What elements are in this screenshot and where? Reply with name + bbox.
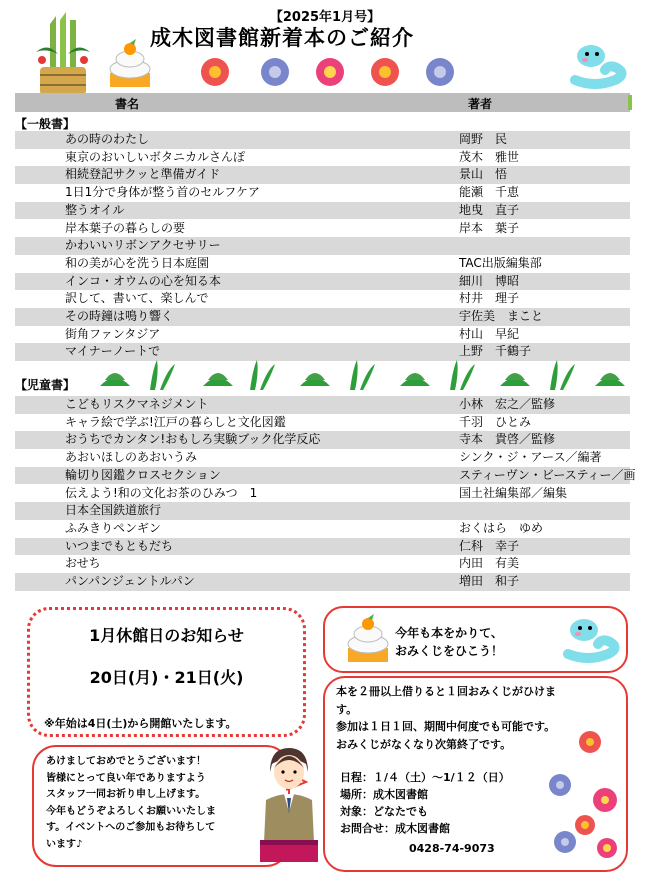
chrysanthemum-icon — [593, 788, 617, 812]
book-title: 訳して、書いて、楽しんで — [65, 291, 209, 306]
book-row — [15, 131, 630, 149]
book-title: 伝えよう!和の文化お茶のひみつ 1 — [65, 485, 258, 500]
table-header — [15, 93, 630, 112]
book-row — [15, 326, 630, 344]
contact-phone: 0428-74-9073 — [409, 842, 495, 855]
closure-note: ※年始は4日(土)から開館いたします。 — [44, 717, 237, 730]
book-row — [15, 273, 630, 291]
chrysanthemum-icon — [201, 58, 229, 86]
book-row — [15, 255, 630, 273]
book-row — [15, 502, 630, 520]
book-row — [15, 431, 630, 449]
book-row — [15, 308, 630, 326]
book-author: 村井 理子 — [459, 291, 520, 306]
book-title: かわいいリボンアクセサリー — [65, 238, 221, 253]
book-title: インコ・オウムの心を知る本 — [65, 273, 221, 288]
chrysanthemum-icon — [371, 58, 399, 86]
page-title: 成木図書館新着本のご紹介 — [150, 26, 414, 50]
chrysanthemum-row — [185, 54, 475, 88]
book-title: おうちでカンタン!おもしろ実験ブック化学反応 — [65, 432, 321, 447]
pine-icon — [300, 373, 330, 386]
book-row — [15, 220, 630, 238]
book-author: 千羽 ひとみ — [459, 414, 532, 429]
snake-icon — [560, 614, 622, 664]
book-author: 村山 早紀 — [459, 326, 520, 341]
book-title: 東京のおいしいボタニカルさんぽ — [65, 149, 246, 164]
greeting-text: あけましておめでとうございます！ 皆様にとって良い年でありますよう スタッフ一同お祈り申し上げます。 今年もどうぞよろしくお願いいたしま す。イベントへのご参加もお待ちして います♪ — [46, 756, 216, 850]
section-general: 【一般書】 — [15, 117, 76, 131]
chrysanthemum-icon — [597, 838, 617, 858]
librarian-illustration — [256, 742, 322, 867]
pine-icon — [400, 373, 430, 386]
book-author: 茂木 雅世 — [459, 149, 520, 164]
book-row — [15, 149, 630, 167]
book-row — [15, 290, 630, 308]
book-title: その時鐘は鳴り響く — [65, 309, 174, 323]
event-details — [340, 769, 510, 837]
event-dates: 日程：１/４（土）～1/１２（日） — [340, 771, 510, 784]
book-row — [15, 467, 636, 485]
book-author: 小林 宏之／監修 — [459, 397, 556, 411]
book-title: 輪切り図鑑クロスセクション — [65, 467, 221, 482]
book-title: 街角ファンタジア — [65, 326, 161, 341]
book-row — [15, 184, 630, 202]
book-row — [15, 166, 630, 184]
event-contact: お問合せ：成木図書館 — [340, 822, 450, 835]
bamboo-leaf-icon — [450, 360, 475, 390]
book-author: 能瀬 千恵 — [459, 185, 520, 200]
book-author: 仁科 幸子 — [459, 538, 520, 553]
book-title: いつまでもともだち — [65, 538, 174, 553]
book-author: おくはら ゆめ — [459, 520, 544, 535]
chrysanthemum-icon — [549, 774, 571, 796]
kagami-mochi-icon — [102, 37, 158, 89]
book-title: パンパンジェントルパン — [65, 574, 195, 588]
kadomatsu-icon — [28, 12, 98, 98]
book-row — [15, 485, 630, 503]
event-target: 対象：どなたでも — [340, 805, 428, 818]
book-row — [15, 449, 630, 467]
closure-notice-title: 1月休館日のお知らせ — [89, 626, 244, 645]
bamboo-leaf-icon — [150, 360, 175, 390]
book-author: 地曳 直子 — [459, 202, 520, 217]
pine-icon — [595, 373, 625, 386]
book-row — [15, 573, 630, 591]
book-title: 相続登記サクッと準備ガイド — [65, 167, 221, 182]
book-title: あの時のわたし — [65, 132, 150, 146]
book-row — [15, 396, 630, 414]
book-row — [15, 414, 630, 432]
book-author: 景山 悟 — [459, 167, 508, 182]
chrysanthemum-icon — [554, 831, 576, 853]
book-author: 岡野 民 — [459, 132, 508, 146]
chrysanthemum-icon — [316, 58, 344, 86]
book-row — [15, 237, 630, 255]
book-row — [15, 555, 630, 573]
closure-dates: 20日(月)・21日(火) — [89, 668, 244, 687]
book-author: 細川 博昭 — [459, 273, 520, 288]
pine-icon — [500, 373, 530, 386]
book-row — [15, 538, 630, 556]
book-author: シンク・ジ・アース／編著 — [459, 450, 602, 465]
book-title: キャラ絵で学ぶ!江戸の暮らしと文化図鑑 — [65, 414, 286, 429]
bamboo-leaf-icon — [250, 360, 275, 390]
book-author: TAC出版編集部 — [459, 255, 542, 270]
book-author: 宇佐美 まこと — [459, 309, 544, 323]
issue-label: 【2025年1月号】 — [269, 10, 381, 25]
chrysanthemum-icon — [575, 815, 595, 835]
book-author: 岸本 葉子 — [459, 220, 520, 235]
book-title: 岸本葉子の暮らしの要 — [65, 220, 186, 235]
book-row — [15, 520, 630, 538]
bamboo-leaf-icon — [350, 360, 375, 390]
header-accent-bar — [628, 95, 632, 110]
book-title: 日本全国鉄道旅行 — [65, 503, 162, 518]
event-place: 場所：成木図書館 — [340, 788, 428, 801]
omikuji-rules: 本を２冊以上借りると１回おみくじがひけま す。 参加は１日１回、期間中何度でも可能です。 おみくじがなくなり次第終了です。 — [336, 685, 556, 751]
book-title: こどもリスクマネジメント — [65, 397, 209, 411]
chrysanthemum-icon — [261, 58, 289, 86]
book-author: 国土社編集部／編集 — [459, 485, 568, 500]
book-author: 寺本 貴啓／監修 — [459, 432, 556, 447]
title-column-header: 書名 — [115, 97, 140, 111]
book-title: マイナーノートで — [65, 344, 161, 359]
book-title: ふみきりペンギン — [65, 520, 161, 535]
book-title: 1日1分で身体が整う首のセルフケア — [65, 185, 260, 200]
omikuji-message: 今年も本をかりて、 おみくじをひこう！ — [395, 626, 504, 658]
book-row — [15, 202, 630, 220]
chrysanthemum-icon — [579, 731, 601, 753]
book-title: 和の美が心を洗う日本庭園 — [65, 255, 210, 270]
chrysanthemum-icon — [426, 58, 454, 86]
pine-icon — [100, 373, 130, 386]
section-children: 【児童書】 — [15, 378, 76, 392]
book-author: スティーヴン・ビースティー／画 — [459, 467, 636, 482]
kagami-mochi-icon — [340, 612, 396, 664]
book-title: あおいほしのあおいうみ — [65, 450, 198, 465]
book-author: 内田 有美 — [459, 556, 520, 571]
book-author: 増田 和子 — [459, 574, 520, 588]
pine-icon — [203, 373, 233, 386]
bamboo-leaf-icon — [550, 360, 575, 390]
flower-cluster — [535, 730, 625, 865]
snake-icon — [565, 40, 631, 90]
book-title: おせち — [65, 556, 101, 571]
bamboo-decoration-row — [95, 358, 630, 394]
book-title: 整うオイル — [65, 202, 125, 217]
author-column-header: 著者 — [468, 97, 493, 111]
book-author: 上野 千鶴子 — [459, 344, 532, 359]
